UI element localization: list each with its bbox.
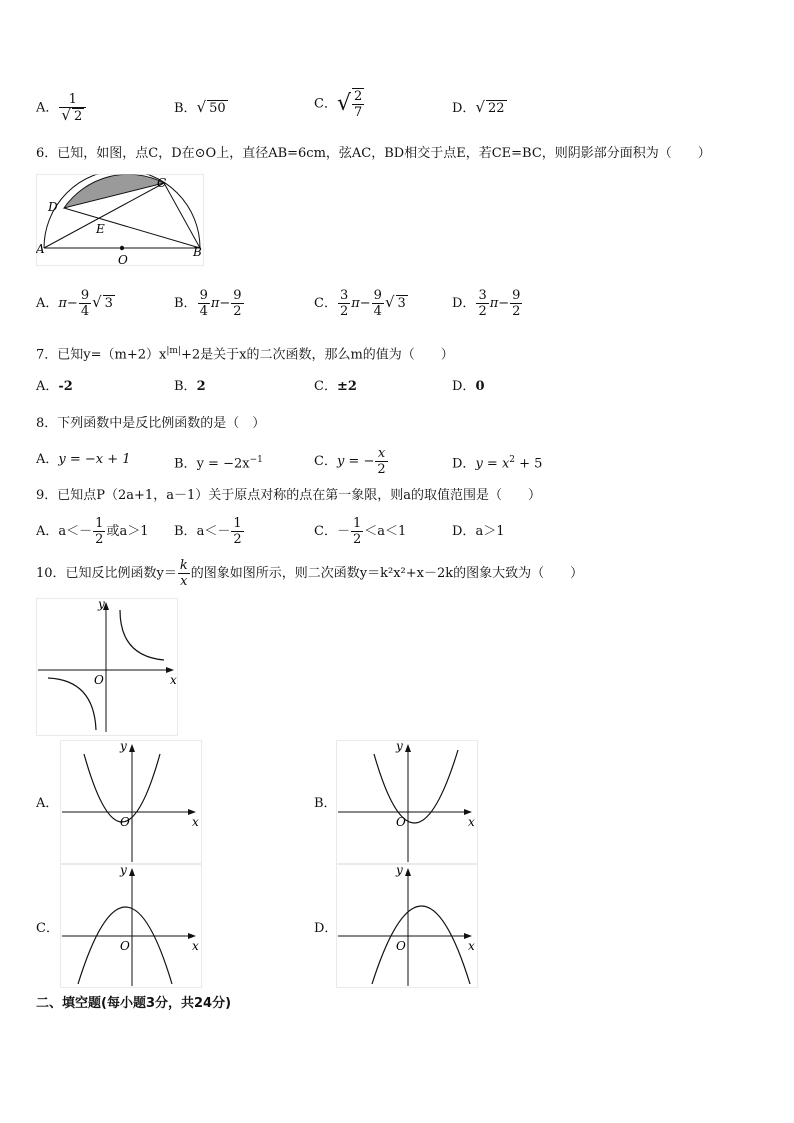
q5-option-c[interactable]: C．√ $\frac{2}{7}$ bbox=[314, 89, 363, 120]
chord-bc bbox=[164, 183, 200, 248]
label-a: A bbox=[36, 242, 45, 256]
q6-figure bbox=[36, 174, 204, 266]
label-e: E bbox=[96, 222, 105, 236]
q9-option-b[interactable]: B．a＜－ $\frac{1}{2}$ bbox=[174, 516, 242, 547]
q10-option-d-graph[interactable] bbox=[336, 864, 478, 988]
q6-option-d[interactable]: D． $\frac{3}{2}$ π− $\frac{9}{2}$ bbox=[452, 288, 521, 319]
origin-label: O bbox=[94, 673, 104, 687]
q8-option-a[interactable]: A．y = −x + 1 bbox=[36, 452, 131, 467]
q6-option-a[interactable]: A．π− $\frac{9}{4}$ √ 3 bbox=[36, 288, 113, 319]
q8-text: 8．下列函数中是反比例函数的是（ ） bbox=[36, 416, 266, 431]
q9-option-c[interactable]: C．－ $\frac{1}{2}$ ＜a＜1 bbox=[314, 516, 407, 547]
svg-text:O: O bbox=[120, 815, 130, 829]
svg-text:O: O bbox=[396, 815, 406, 829]
y-axis-label: y bbox=[98, 598, 105, 611]
svg-text:x: x bbox=[468, 815, 475, 829]
svg-text:y: y bbox=[120, 740, 127, 753]
section-2-title: 二、填空题(每小题3分，共24分) bbox=[36, 996, 232, 1011]
chord-bd bbox=[64, 208, 200, 248]
q10-option-b-graph[interactable] bbox=[336, 740, 478, 864]
q6-text: 6．已知，如图，点C，D在⊙O上，直径AB=6cm，弦AC，BD相交于点E，若CE=BC，则阴影部分面积为（ ） bbox=[36, 146, 711, 161]
q5-option-d[interactable]: D．√ 22 bbox=[452, 98, 505, 116]
q8-option-d[interactable]: D．$y = x^2 + 5$ bbox=[452, 455, 543, 472]
hyperbola-graph bbox=[36, 598, 178, 736]
q6-option-b[interactable]: B． $\frac{9}{4}$ π− $\frac{9}{2}$ bbox=[174, 288, 242, 319]
q7-option-c[interactable]: C．±2 bbox=[314, 379, 357, 394]
label-b: B bbox=[193, 245, 202, 259]
q8-option-b[interactable]: B．$y = -2x^{-1}$ bbox=[174, 455, 263, 472]
x-axis-label: x bbox=[170, 673, 177, 687]
q10-option-b-label[interactable]: B． bbox=[314, 796, 337, 811]
svg-text:x: x bbox=[192, 939, 199, 953]
q10-option-a-label[interactable]: A． bbox=[36, 796, 59, 811]
q7-option-b[interactable]: B．2 bbox=[174, 379, 206, 394]
center-dot bbox=[120, 246, 124, 250]
svg-text:y: y bbox=[120, 864, 127, 877]
svg-text:x: x bbox=[468, 939, 475, 953]
q9-text: 9．已知点P（2a+1，a－1）关于原点对称的点在第一象限，则a的取值范围是（ ） bbox=[36, 488, 541, 503]
svg-text:y: y bbox=[396, 864, 403, 877]
q10-text: 10．已知反比例函数y＝ $\frac{k}{x}$ 的图象如图所示，则二次函数y＝k²x²+x－2k的图象大致为（ ） bbox=[36, 558, 584, 589]
label-c: C bbox=[157, 176, 167, 190]
svg-text:O: O bbox=[396, 939, 406, 953]
label-o: O bbox=[118, 253, 128, 266]
svg-text:y: y bbox=[396, 740, 403, 753]
q5-option-b[interactable]: B．√ 50 bbox=[174, 98, 226, 116]
q10-option-d-label[interactable]: D． bbox=[314, 921, 338, 936]
label-d: D bbox=[48, 200, 58, 214]
svg-text:x: x bbox=[192, 815, 199, 829]
q9-option-d[interactable]: D．a＞1 bbox=[452, 524, 505, 539]
q10-option-c-label[interactable]: C． bbox=[36, 921, 59, 936]
q10-option-a-graph[interactable] bbox=[60, 740, 202, 864]
q8-option-c[interactable]: C．y = − $\frac{x}{2}$ bbox=[314, 446, 386, 477]
q10-option-c-graph[interactable] bbox=[60, 864, 202, 988]
q7-option-a[interactable]: A．-2 bbox=[36, 379, 73, 394]
q9-option-a[interactable]: A．a＜－ $\frac{1}{2}$ 或a＞1 bbox=[36, 516, 149, 547]
q5-option-a[interactable]: A． $\frac{1}{√ 2}$ bbox=[36, 92, 87, 124]
svg-text:O: O bbox=[120, 939, 130, 953]
q6-option-c[interactable]: C． $\frac{3}{2}$ π− $\frac{9}{4}$ √ 3 bbox=[314, 288, 406, 319]
q7-option-d[interactable]: D．0 bbox=[452, 379, 485, 394]
q7-text: 7．已知$y=(m+2)x^{|m|}+2$是关于x的二次函数，那么m的值为（ ） bbox=[36, 346, 454, 363]
